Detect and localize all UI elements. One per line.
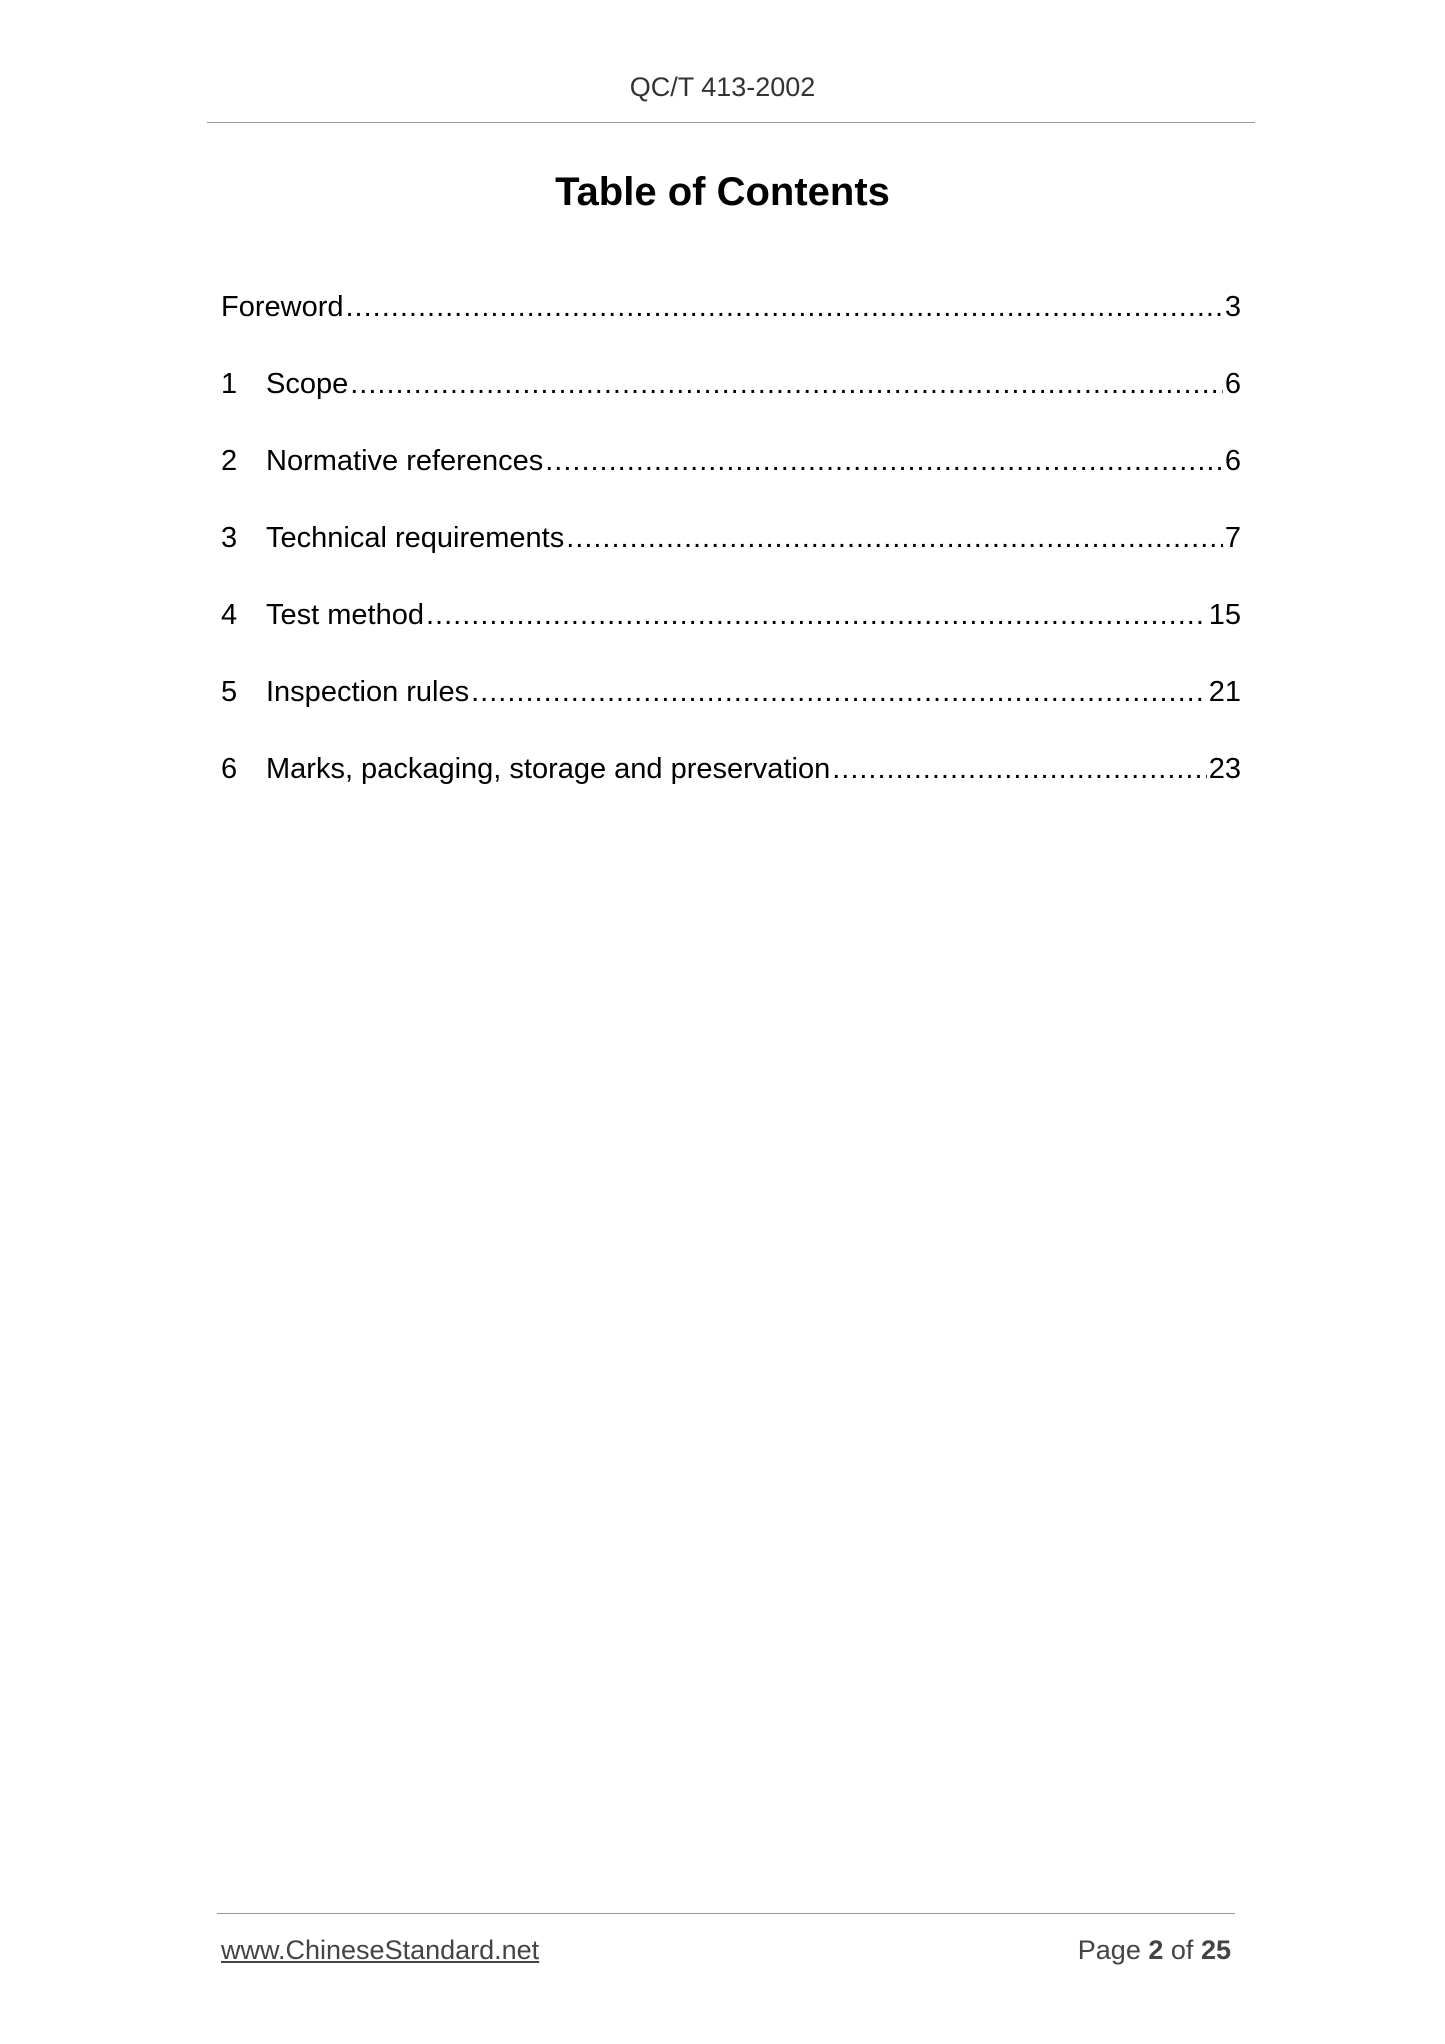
toc-entry-page: 23 — [1208, 753, 1241, 785]
footer-divider — [217, 1913, 1235, 1914]
header-divider — [207, 122, 1255, 123]
toc-entry-page: 3 — [1224, 291, 1241, 323]
toc-entry-page: 15 — [1208, 599, 1241, 631]
toc-entry-marks-packaging[interactable] — [221, 749, 1241, 826]
toc-entry-number: 2 — [221, 445, 238, 477]
page-prefix: Page — [1077, 1935, 1141, 1965]
toc-entry-label: Test method — [266, 599, 424, 631]
current-page: 2 — [1148, 1935, 1164, 1965]
toc-entry-label: Normative references — [266, 445, 544, 477]
page-separator: of — [1170, 1935, 1194, 1965]
toc-entry-number: 4 — [221, 599, 238, 631]
toc-entry-page: 6 — [1224, 445, 1241, 477]
toc-entry-label: Technical requirements — [266, 522, 565, 554]
page-number — [1078, 1935, 1231, 1966]
toc-entry-foreword[interactable] — [221, 287, 1241, 364]
toc-entry-page: 7 — [1224, 522, 1241, 554]
toc-entry-label: Foreword — [221, 291, 344, 323]
toc-entry-test-method[interactable] — [221, 595, 1241, 672]
toc-entry-page: 6 — [1224, 368, 1241, 400]
toc-entry-scope[interactable] — [221, 364, 1241, 441]
toc-entry-technical-requirements[interactable] — [221, 518, 1241, 595]
toc-dot-leader — [426, 595, 1207, 635]
toc-entry-label: Inspection rules — [266, 676, 470, 708]
toc-entry-label: Marks, packaging, storage and preservation — [266, 753, 831, 785]
website-link[interactable]: www.ChineseStandard.net — [221, 1935, 540, 1965]
toc-entry-number: 3 — [221, 522, 238, 554]
table-of-contents — [221, 287, 1241, 826]
toc-dot-leader — [566, 518, 1223, 558]
toc-dot-leader — [350, 364, 1223, 404]
toc-title: Table of Contents — [555, 170, 890, 214]
toc-entry-normative-references[interactable] — [221, 441, 1241, 518]
document-code: QC/T 413-2002 — [629, 72, 816, 102]
toc-entry-page: 21 — [1208, 676, 1241, 708]
toc-dot-leader — [471, 672, 1207, 712]
toc-entry-number: 6 — [221, 753, 238, 785]
total-pages: 25 — [1200, 1935, 1231, 1965]
toc-entry-label: Scope — [266, 368, 349, 400]
toc-dot-leader — [545, 441, 1223, 481]
toc-entry-number: 1 — [221, 368, 238, 400]
toc-entry-inspection-rules[interactable] — [221, 672, 1241, 749]
toc-dot-leader — [832, 749, 1207, 789]
toc-entry-number: 5 — [221, 676, 238, 708]
toc-dot-leader — [346, 287, 1223, 327]
